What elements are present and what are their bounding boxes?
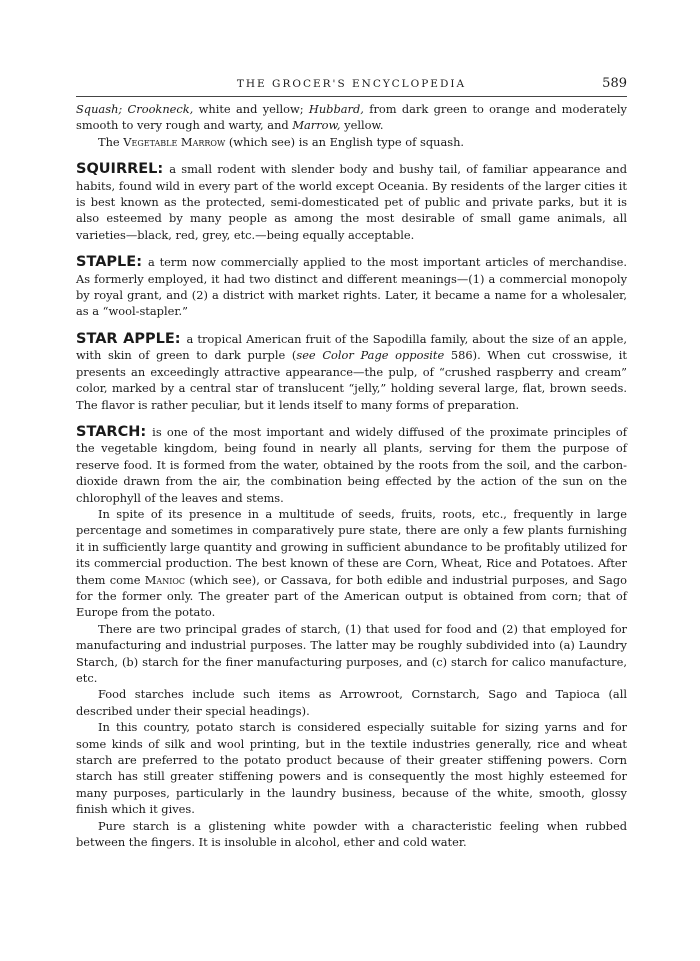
text-run: In spite of its presence in a multitude of seeds, fruits, roots, etc., frequently in large percentage and sometimes in comparatively pure state, there are only a few plants furnishing it in sufficiently large quantity and growing in sufficient abundance to be profitably utilized for its commercial production. The best known of these are Corn, Wheat, Rice and Potatoes. After them come — [76, 506, 627, 587]
squash-continued-paragraph — [76, 101, 627, 134]
entry-staple — [76, 254, 627, 320]
text-run: The — [98, 134, 124, 149]
page-number: 589 — [602, 76, 627, 91]
page — [76, 76, 627, 850]
italic-term: Marrow, — [292, 118, 341, 133]
italic-term: Hubbard, — [308, 102, 364, 116]
entry-squirrel — [76, 161, 627, 243]
starch-paragraph-food: Food starches include such items as Arrowroot, Cornstarch, Sago and Tapioca (all described under their special headings). — [76, 687, 627, 718]
cross-reference: Manioc — [144, 572, 186, 587]
cross-reference: Vegetable Marrow — [123, 134, 226, 149]
italic-term: Squash; Crookneck, — [76, 102, 194, 116]
squash-marrow-paragraph — [76, 134, 627, 150]
headword: SQUIRREL: — [76, 161, 164, 178]
text-run: white and yellow; — [193, 102, 309, 116]
headword: STARCH: — [76, 423, 147, 440]
running-title: THE GROCER'S ENCYCLOPEDIA — [236, 78, 467, 90]
text-run: (which see), or Cassava, for both edible and industrial purposes, and Sago for the former only. The greater part of the American output is obtained from corn; that of Europe from the potato. — [76, 572, 627, 620]
starch-paragraph-textiles: In this country, potato starch is considered especially suitable for sizing yarns and for some kinds of silk and wool printing, but in the textile industries generally, rice and wheat starch are preferred to the potato product because of their greater stiffening powers. Corn starch has still greater stiffening powers and is consequently the most highly esteemed for many purposes, particularly in the laundry business, because of the white, smooth, glossy finish which it gives. — [76, 720, 627, 817]
entry-starch — [76, 424, 627, 506]
entry-text: a small rodent with slender body and bushy tail, of familiar appearance and habits, found wild in every part of the world except Oceania. By residents of the larger cities it is best known as the protected, semi-domesticated pet of public and private parks, but it is also esteemed by many people as among the most desirable of small game animals, all varieties—black, red, grey, etc.—being equally acceptable. — [76, 162, 627, 242]
text-run: yellow. — [340, 118, 384, 133]
entry-star-apple — [76, 331, 627, 413]
headword: STAR APPLE: — [76, 330, 181, 347]
entry-text: a term now commercially applied to the most important articles of merchandise. As formerly employed, it had two distinct and different meanings—(1) a commercial monopoly by royal grant, and (2) a district with market rights. Later, it became a name for a wholesaler, as a “wool-stapler.” — [76, 255, 627, 319]
color-page-reference: see Color Page opposite — [296, 348, 445, 363]
entry-text: is one of the most important and widely diffused of the proximate principles of the vegetable kingdom, being found in nearly all plants, serving for them the purpose of reserve food. It is formed from the water, obtained by the roots from the soil, and the carbon-dioxide drawn from the air, the combination being effected by the action of the sun on the chlorophyll of the leaves and stems. — [76, 424, 627, 505]
running-header — [76, 76, 627, 97]
text-run: (which see) is an English type of squash. — [225, 134, 465, 149]
starch-paragraph-grades: There are two principal grades of starch, (1) that used for food and (2) that employed for manufacturing and industrial purposes. The latter may be roughly subdivided into (a) Laundry Starch, (b) starch for the finer manufacturing purposes, and (c) starch for calico manufacture, etc. — [76, 621, 627, 685]
starch-paragraph-properties: Pure starch is a glistening white powder with a characteristic feeling when rubbed between the fingers. It is insoluble in alcohol, ether and cold water. — [76, 818, 627, 850]
headword: STAPLE: — [76, 254, 143, 271]
entry-text: a tropical American fruit of the Sapodilla family, about the size of an apple, with skin of green to dark purple ( — [76, 331, 627, 363]
text-run: from dark green to orange and moderately smooth to very rough and warty, and — [76, 102, 627, 133]
starch-paragraph-sources — [76, 506, 627, 621]
entry-text: 586). When cut crosswise, it presents an exceedingly attractive appearance—the pulp, of “crushed raspberry and cream” color, marked by a central star of translucent “jelly,” holding several large, flat, brown seeds. The flavor is rather peculiar, but it lends itself to many forms of preparation. — [76, 348, 627, 412]
